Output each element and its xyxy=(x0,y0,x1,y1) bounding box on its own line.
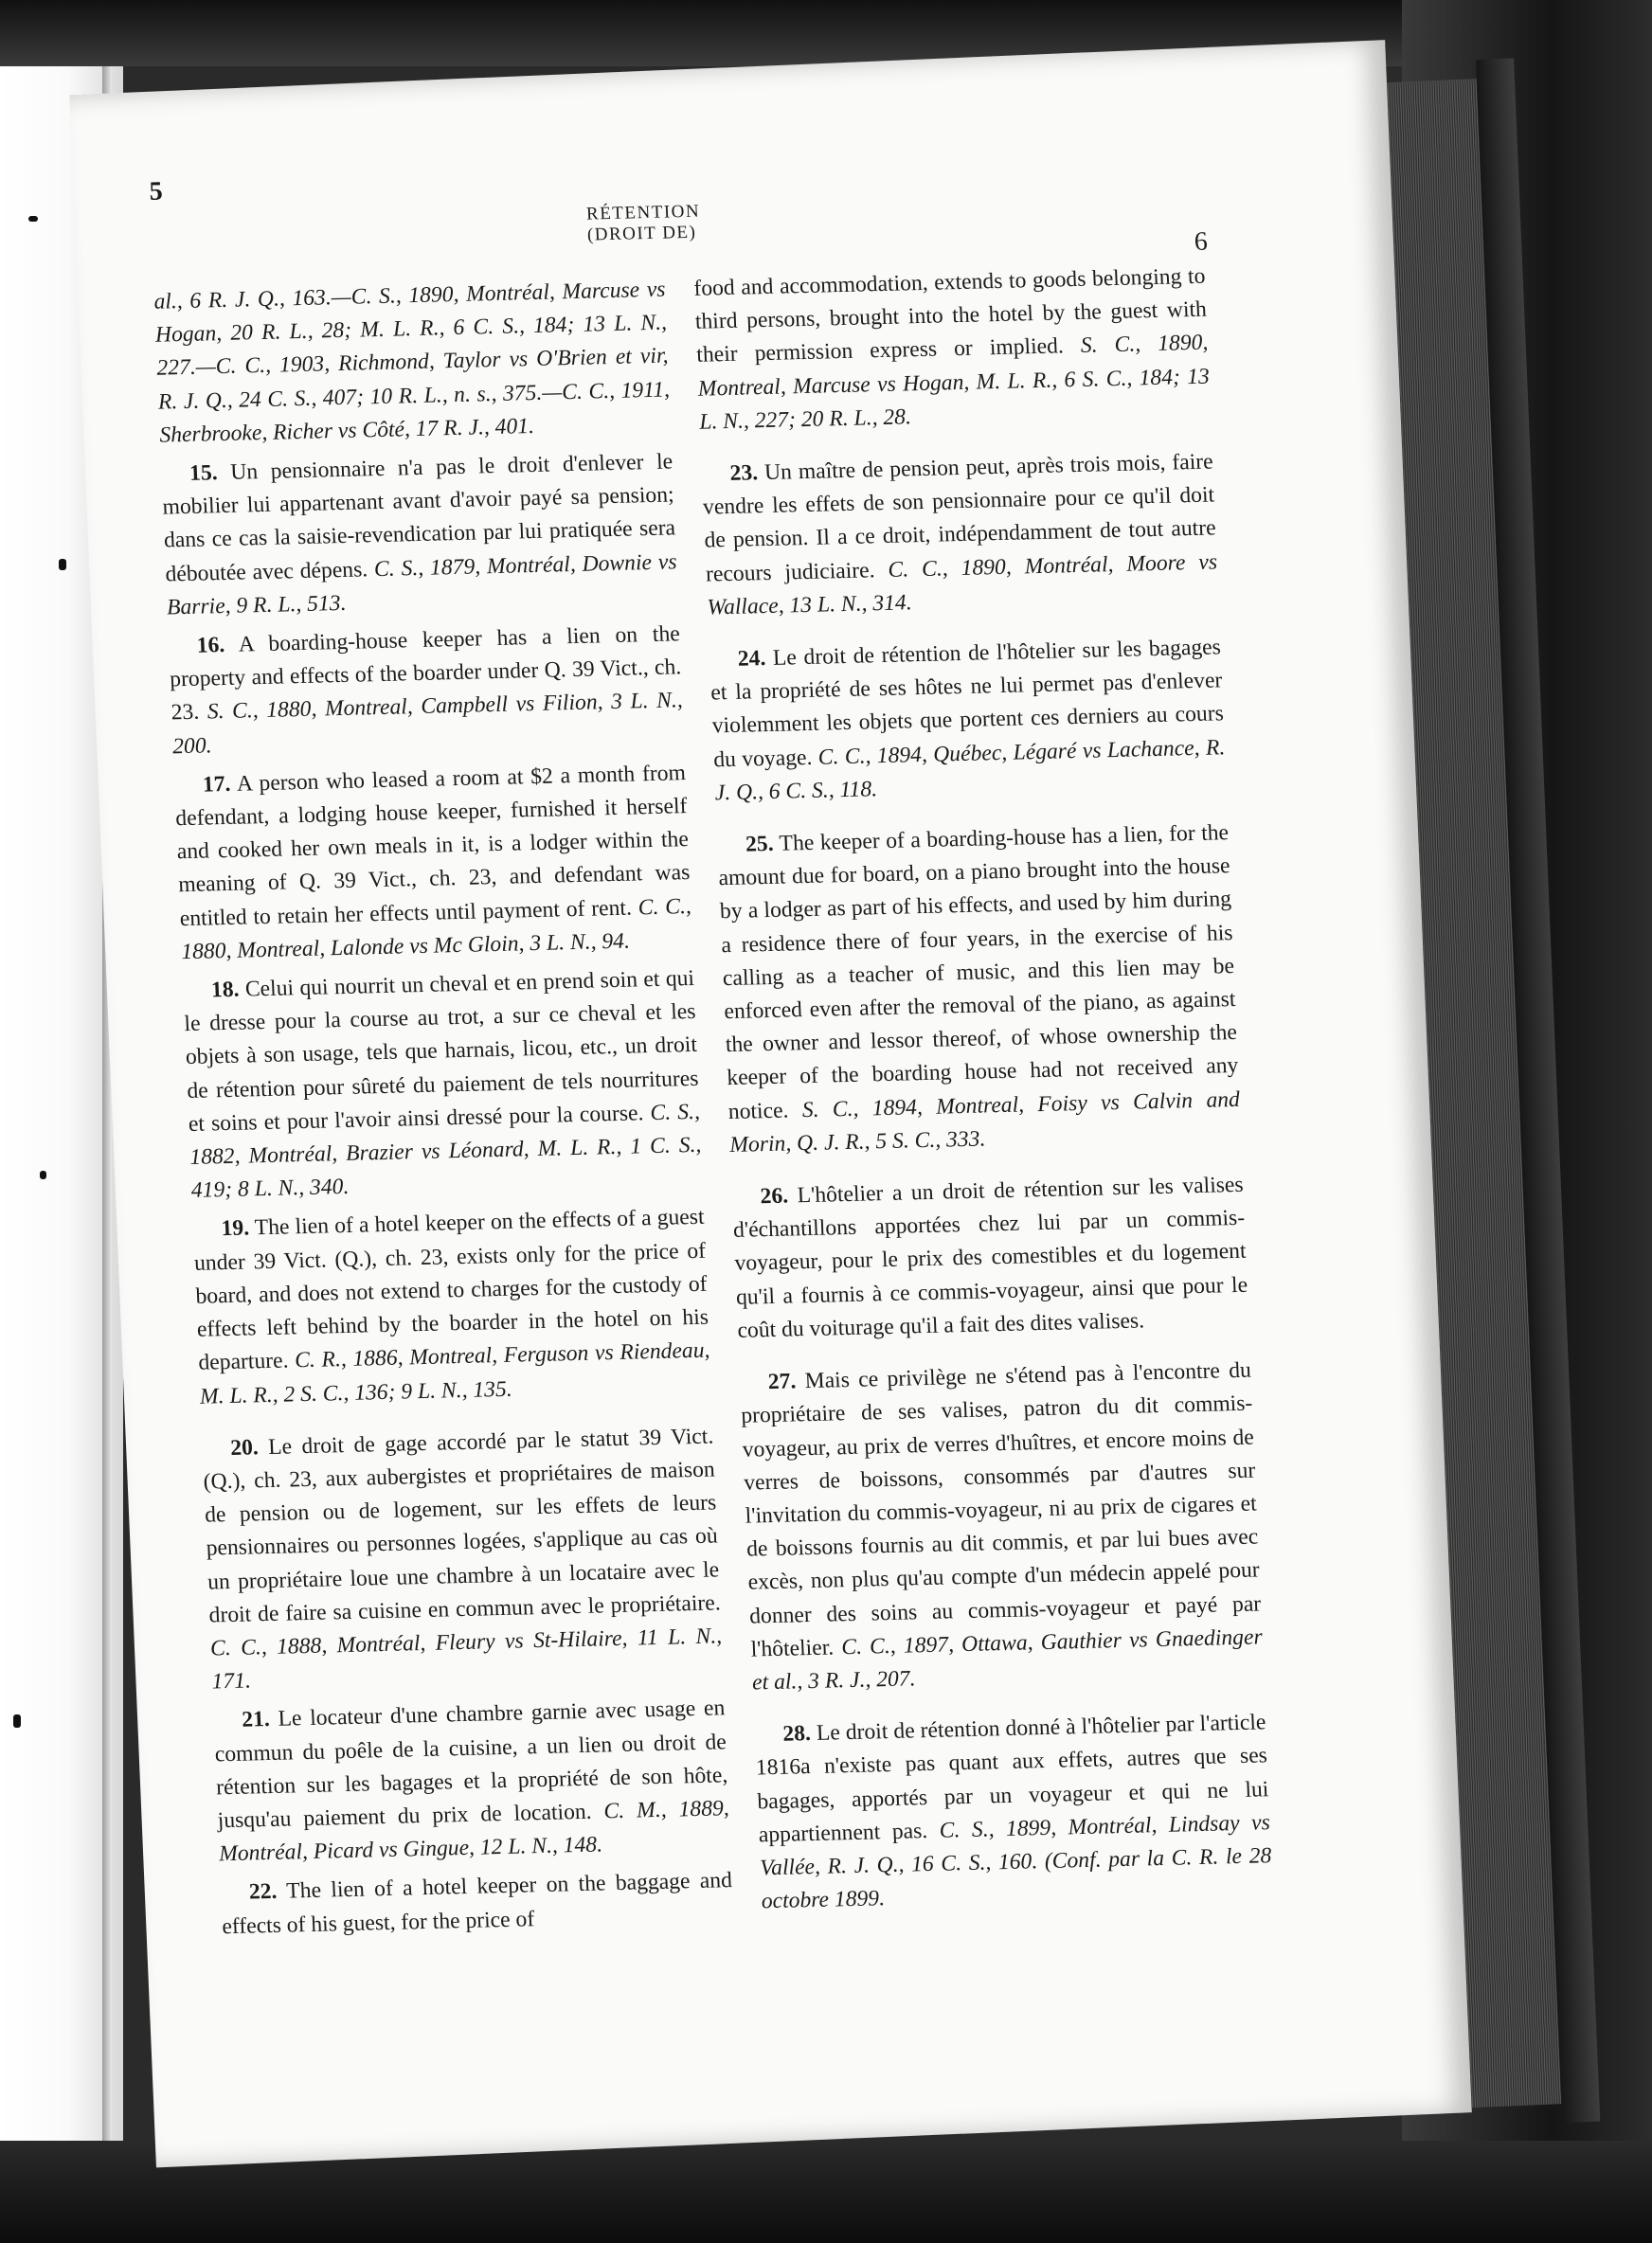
case-citation: C. R., 1886, Montreal, Ferguson vs Riendeau, M. L. R., 2 S. C., 136; 9 L. N., 135. xyxy=(199,1337,710,1409)
case-citation: C. M., 1889, Montréal, Picard vs Gingue, 12 L. N., 148. xyxy=(218,1796,730,1867)
case-entry xyxy=(153,274,672,453)
case-number: 18. xyxy=(210,977,241,1003)
case-citation: S. C., 1894, Montreal, Foisy vs Calvin and Morin, Q. J. R., 5 S. C., 333. xyxy=(728,1086,1241,1157)
case-entry xyxy=(693,260,1212,440)
case-text: Le droit de rétention donné à l'hôtelier par l'article 1816a n'existe pas quant aux effets, autres que ses bagages, apportés par un voyageur et qui ne lui appartiennent pas. xyxy=(755,1710,1269,1848)
case-entry xyxy=(213,1693,731,1872)
case-entry xyxy=(754,1706,1274,1918)
case-entry xyxy=(731,1169,1249,1348)
case-number: 28. xyxy=(781,1721,812,1747)
case-entry xyxy=(709,631,1227,810)
case-entry xyxy=(182,962,703,1208)
case-citation: C. C., 1888, Montréal, Fleury vs St-Hilaire, 11 L. N., 171. xyxy=(209,1624,723,1695)
case-text: A person who leased a room at $2 a month from defendant, a lodging house keeper, furnished it herself and cooked her own meals in it, is a lodger within the meaning of Q. 39 Vict., ch. 23, and defendant was entitled to retain her effects until payment of rent. xyxy=(174,760,691,931)
case-number: 15. xyxy=(189,460,219,486)
case-citation: C. C., 1897, Ottawa, Gauthier vs Gnaedinger et al., 3 R. J., 207. xyxy=(751,1624,1264,1696)
case-entry xyxy=(716,816,1242,1162)
case-number: 20. xyxy=(229,1434,260,1461)
case-entry xyxy=(173,757,693,969)
scan-speck xyxy=(13,1714,21,1728)
case-number: 19. xyxy=(221,1215,250,1242)
case-text: Le droit de rétention de l'hôtelier sur les bagages et la propriété de ses hôtes ne lui permet pas d'enlever violemment les objets que portent ces derniers au cours du voyage. xyxy=(709,635,1225,773)
case-text: The lien of a hotel keeper on the effects of a guest under 39 Vict. (Q.), ch. 23, exists only for the price of board, and does not extend to charges for the custody of effects left behind by the boarder in the hotel on his departure. xyxy=(193,1205,709,1376)
case-number: 23. xyxy=(729,460,759,486)
case-citation: C. S., 1882, Montréal, Brazier vs Léonard, M. L. R., 1 C. S., 419; 8 L. N., 340. xyxy=(189,1099,702,1204)
case-text: Celui qui nourrit un cheval et en prend soin et qui le dresse pour la course au trot, a sur ce cheval et les objets à son usage, tels que harnais, licou, etc., un droit de rétention pour sûreté du paiement de tels nourritures et soins et pour l'avoir ainsi dressé pour la course. xyxy=(183,965,699,1137)
case-citation: S. C., 1880, Montreal, Campbell vs Filion, 3 L. N., 200. xyxy=(171,688,684,759)
case-number: 25. xyxy=(745,831,775,857)
right-page-number: 6 xyxy=(1194,226,1209,257)
case-entry xyxy=(160,445,678,624)
case-text: Le locateur d'une chambre garnie avec usage en commun du poêle de la cuisine, a un lien ou droit de rétention sur les bagages et la propriété de son hôte, jusqu'au paiement du prix de location. xyxy=(214,1696,728,1834)
case-citation: C. C., 1894, Québec, Légaré vs Lachance, R. J. Q., 6 C. S., 118. xyxy=(714,734,1226,806)
left-page-number: 5 xyxy=(148,176,164,206)
case-text: A boarding-house keeper has a lien on the property and effects of the boarder under Q. 39 Vict., ch. 23. xyxy=(169,621,682,726)
right-column xyxy=(693,260,1274,1919)
case-entry xyxy=(220,1864,734,1944)
case-citation: C. C., 1890, Montréal, Moore vs Wallace, 13 L. N., 314. xyxy=(706,549,1218,620)
case-number: 27. xyxy=(767,1369,797,1395)
case-citation: C. S., 1899, Montréal, Lindsay vs Vallée, R. J. Q., 16 C. S., 160. (Conf. par la C. R. le 28 octobre 1899. xyxy=(759,1809,1272,1914)
case-text: The keeper of a boarding-house has a lien, for the amount due for board, on a piano brought into the house by a lodger as part of his effects, and used by him during a residence there of four years, in the exercise of his calling as a teacher of music, and this lien may be enforced even after the removal of the piano, as against the owner and lessor thereof, of whose ownership the keeper of the boarding house had not received any notice. xyxy=(717,820,1239,1124)
case-number: 16. xyxy=(196,633,225,658)
case-entry xyxy=(192,1201,712,1413)
case-entry xyxy=(739,1355,1265,1700)
case-entry xyxy=(202,1420,725,1699)
case-text: Le droit de gage accordé par le statut 39 Vict. (Q.), ch. 23, aux aubergistes et propriétaires de maison de pension ou de logement, sur les effets de leurs pensionnaires ou personnes logées, s'applique au cas où un propriétaire loue une chambre à un locataire avec le droit de faire sa cuisine en commun avec le propriétaire. xyxy=(203,1424,722,1628)
case-text: Un maître de pension peut, après trois mois, faire vendre les effets de son pensionnaire pour ce qu'il doit de pension. Il a ce droit, indépendamment de tout autre recours judiciaire. xyxy=(702,449,1217,587)
case-number: 26. xyxy=(760,1183,789,1210)
case-text: food and accommodation, extends to goods belonging to third persons, brought into the hotel by the guest with their permission express or implied. xyxy=(692,263,1208,368)
case-number: 17. xyxy=(202,771,231,798)
case-citation: S. C., 1890, Montreal, Marcuse vs Hogan, M. L. R., 6 S. C., 184; 13 L. N., 227; 20 R. L., 28. xyxy=(697,330,1211,435)
running-header: RÉTENTION (DROIT DE) xyxy=(585,201,701,245)
case-citation: C. C., 1880, Montreal, Lalonde vs Mc Gloin, 3 L. N., 94. xyxy=(180,893,692,965)
case-text: Mais ce privilège ne s'étend pas à l'encontre du propriétaire de ses valises, patron du dit commis-voyageur, au prix de verres d'huîtres, et encore moins de verres de boissons, consommés par d'autres sur l'invitation du commis-voyageur, ni au prix de cigares et de boissons fournis au dit commis, et par lui bues avec excès, non plus qu'au compte d'un médecin appelé pour donner des soins au commis-voyageur et payé par l'hôtelier. xyxy=(740,1357,1262,1662)
case-text: The lien of a hotel keeper on the baggage and effects of his guest, for the price of xyxy=(221,1868,733,1939)
left-column xyxy=(153,274,734,1944)
case-text: L'hôtelier a un droit de rétention sur les valises d'échantillons apportées chez lui par un commis-voyageur, pour le prix des comestibles et du logement qu'il a fournis à ce commis-voyageur, ainsi que pour le coût du voiturage qu'il a fait des dites valises. xyxy=(732,1172,1248,1343)
case-entry xyxy=(701,445,1219,624)
case-text: Un pensionnaire n'a pas le droit d'enlever le mobilier lui appartenant avant d'avoir payé sa pension; dans ce cas la saisie-revendication par lui pratiquée sera déboutée avec dépens. xyxy=(162,449,676,587)
case-citation: C. S., 1879, Montréal, Downie vs Barrie, 9 R. L., 513. xyxy=(166,548,678,620)
case-entry xyxy=(168,618,685,763)
case-number: 24. xyxy=(737,646,766,672)
case-number: 22. xyxy=(248,1879,278,1905)
case-citation: al., 6 R. J. Q., 163.—C. S., 1890, Montréal, Marcuse vs Hogan, 20 R. L., 28; M. L. R., 6 C. S., 184; 13 L. N., 227.—C. C., 1903, Richmond, Taylor vs O'Brien et vir, R. J. Q., 24 C. S., 407; 10 R. L., n. s., 375.—C. C., 1911, Sherbrooke, Richer vs Côté, 17 R. J., 401. xyxy=(153,277,671,448)
case-number: 21. xyxy=(241,1707,271,1733)
